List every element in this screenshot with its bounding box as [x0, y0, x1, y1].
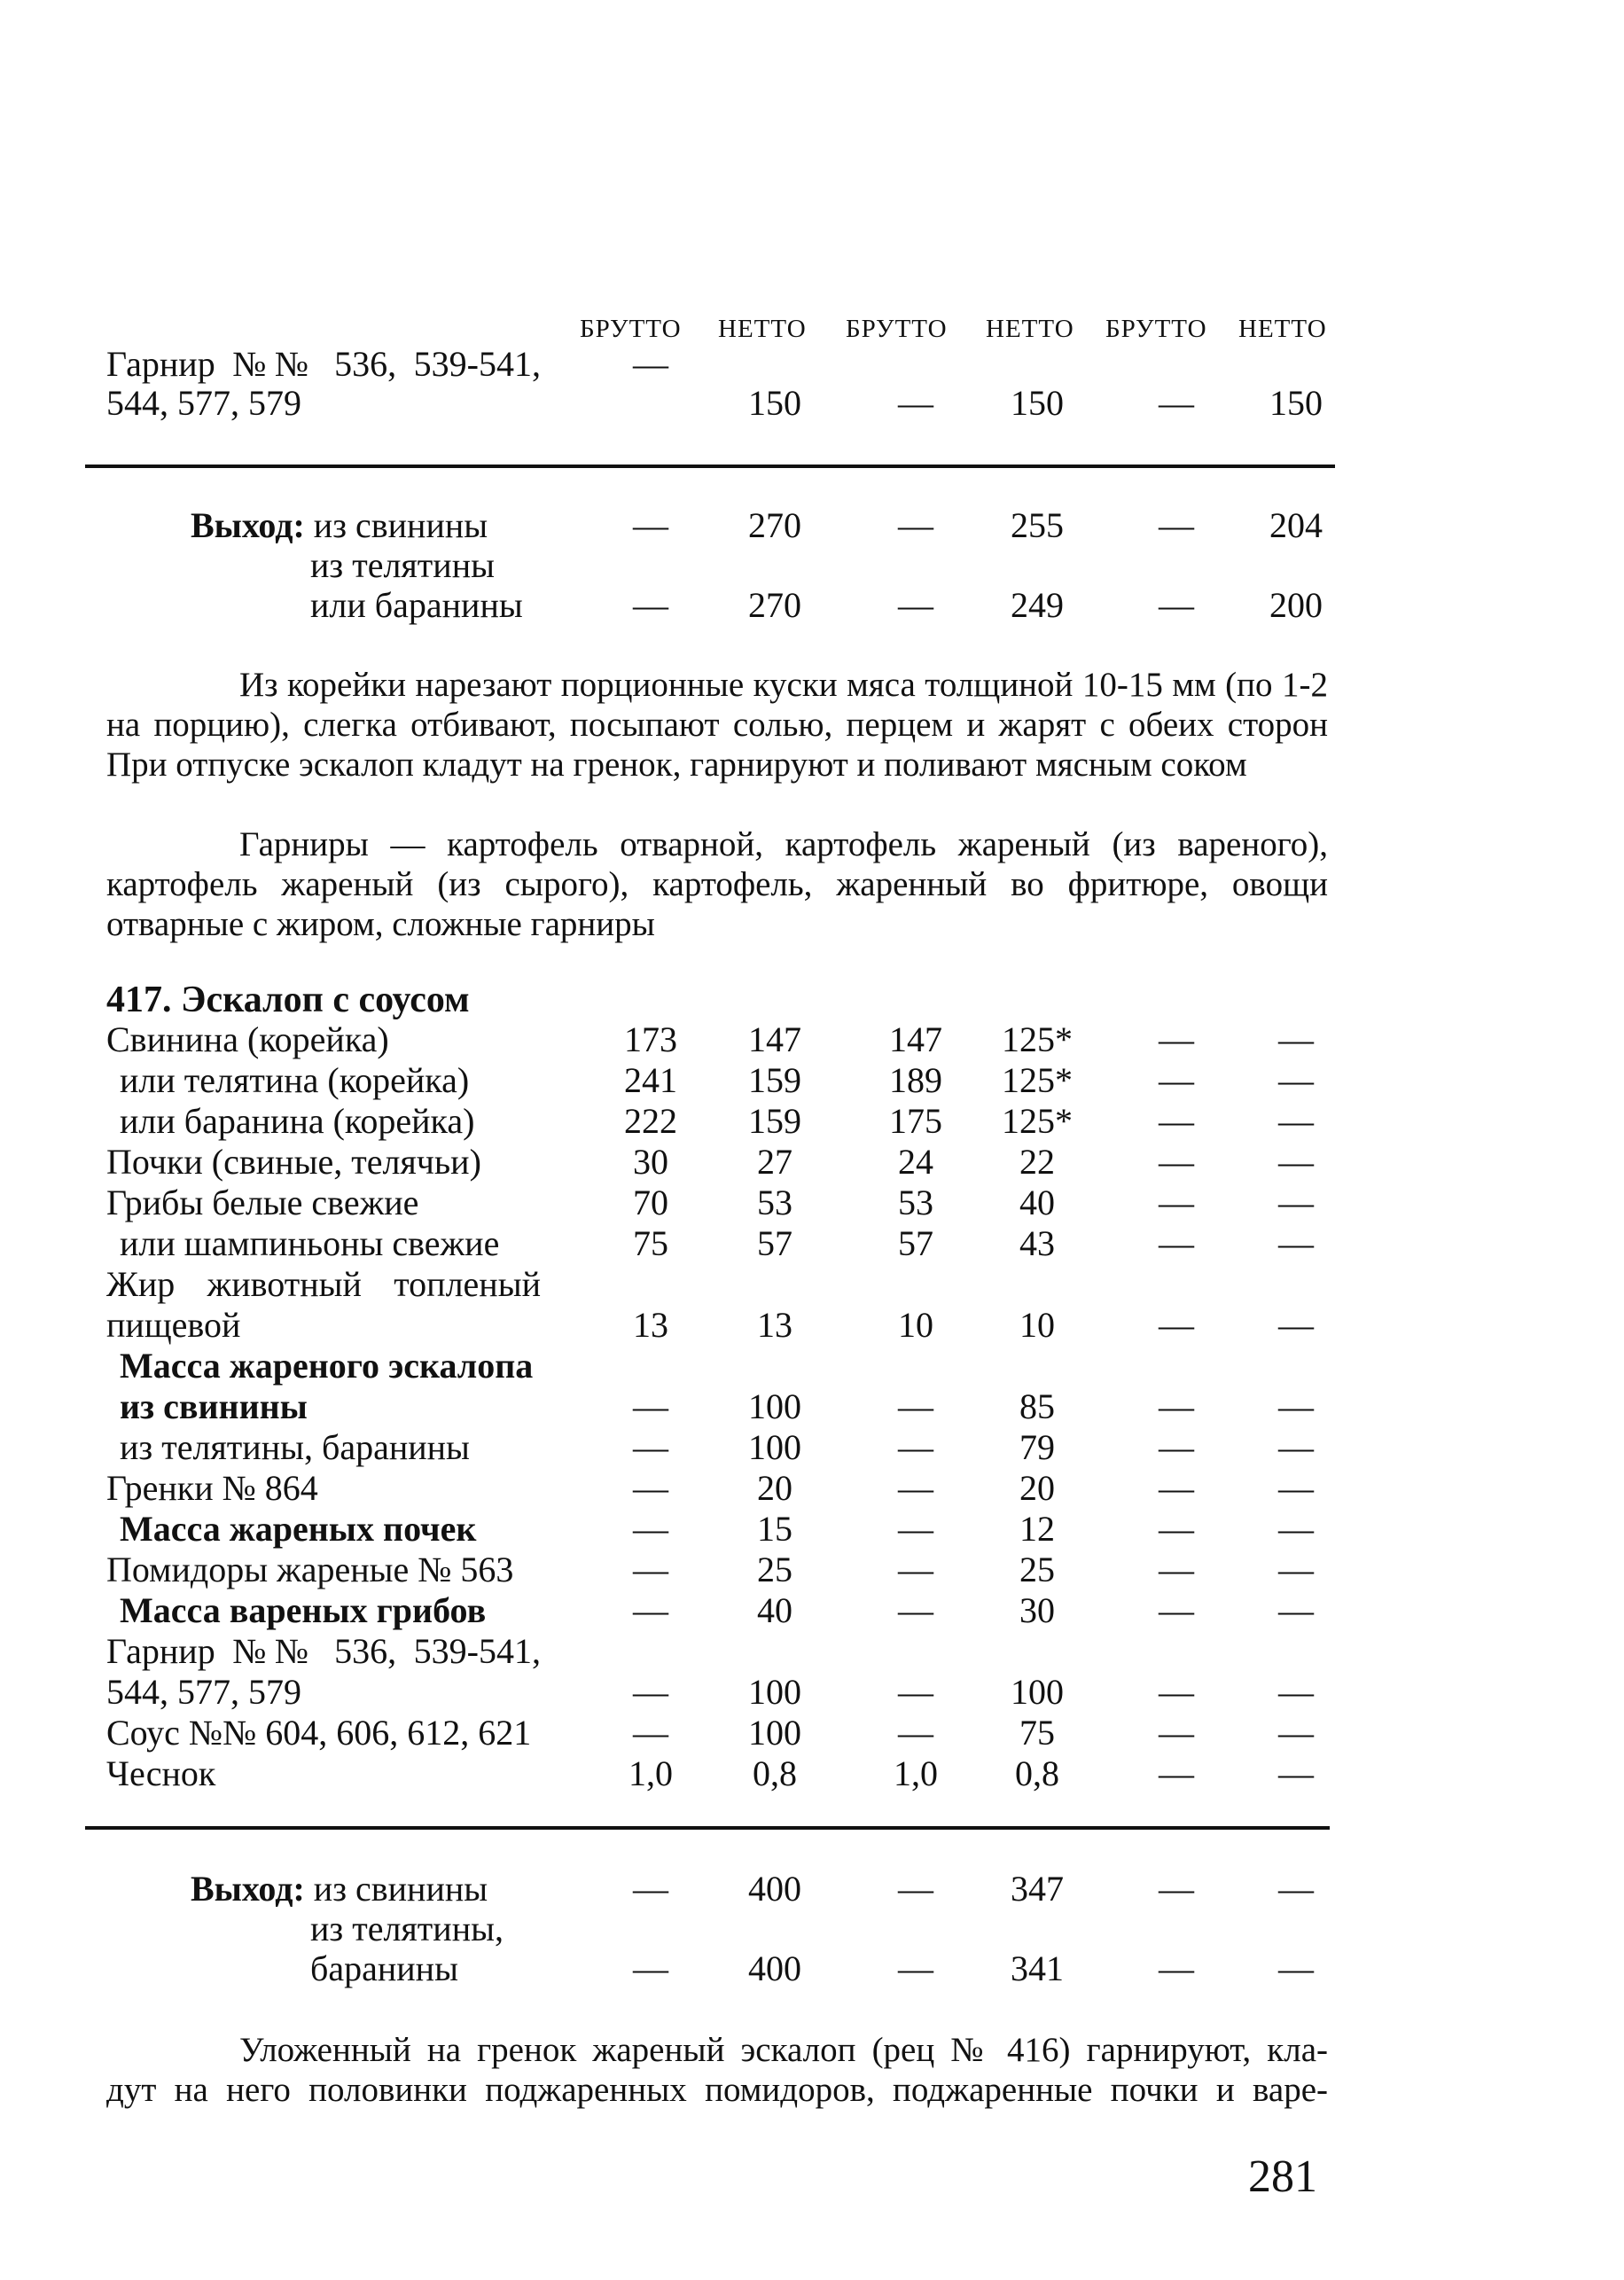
recipe-row [0, 1427, 1624, 1468]
table-cell: — [1159, 1713, 1194, 1753]
recipe-row-label: Помидоры жареные № 563 [106, 1550, 514, 1589]
table-cell: 222 [624, 1101, 677, 1141]
table-cell: — [1159, 383, 1194, 423]
recipe-row-label: Жир животный топленый [106, 1264, 541, 1304]
recipe-row-label: Масса жареных почек [120, 1509, 477, 1549]
table-cell: — [1278, 1060, 1314, 1100]
table-cell: — [898, 1869, 933, 1909]
table-cell: 255 [1011, 505, 1064, 545]
table-cell: 147 [748, 1019, 801, 1059]
recipe-row-label: из телятины, баранины [120, 1427, 470, 1467]
table-cell: 189 [889, 1060, 942, 1100]
col-header-netto-2: НЕТТО [986, 315, 1074, 343]
table-cell: 40 [757, 1590, 792, 1630]
table-cell: — [1278, 1713, 1314, 1753]
table-cell: 43 [1019, 1223, 1055, 1263]
table-cell: — [1159, 1386, 1194, 1426]
table-cell: — [1278, 1672, 1314, 1712]
table-cell: — [633, 1948, 668, 1988]
table-cell: — [1159, 1550, 1194, 1589]
output-1-prefix: Выход: [191, 505, 305, 545]
table-cell: — [898, 1590, 933, 1630]
output-2-row-1-label: из свинины [313, 1869, 488, 1909]
table-cell: — [633, 505, 668, 545]
table-cell: — [1159, 1753, 1194, 1793]
table-cell: 24 [898, 1142, 933, 1182]
table-cell: — [898, 1468, 933, 1508]
table-cell: 400 [748, 1948, 801, 1988]
paragraph-serving-line2: дут на него половинки поджаренных помидоров, поджаренные почки и варе- [106, 2071, 1328, 2109]
table-cell: — [1278, 1386, 1314, 1426]
recipe-row [0, 1590, 1624, 1631]
table-cell: — [633, 1468, 668, 1508]
table-cell: — [1278, 1019, 1314, 1059]
table-cell: — [1159, 1019, 1194, 1059]
table-cell: — [1278, 1753, 1314, 1793]
table-cell: 70 [633, 1183, 668, 1222]
recipe-row-label: Грибы белые свежие [106, 1183, 419, 1222]
table-cell: — [1159, 1869, 1194, 1909]
recipe-row [0, 1672, 1624, 1713]
recipe-row-label: Гарнир №№ 536, 539-541, [106, 1631, 541, 1671]
garnish-label-line2: 544, 577, 579 [106, 383, 301, 423]
recipe-row-label: Гренки № 864 [106, 1468, 318, 1508]
table-cell: — [898, 1672, 933, 1712]
table-cell: 150 [1011, 383, 1064, 423]
table-cell: — [1159, 1948, 1194, 1988]
recipe-row [0, 1183, 1624, 1223]
table-cell: — [1278, 1948, 1314, 1988]
recipe-row-label: или баранина (корейка) [120, 1101, 475, 1141]
table-cell: — [1278, 1869, 1314, 1909]
table-cell: 75 [1019, 1713, 1055, 1753]
table-cell: — [1159, 1101, 1194, 1141]
recipe-row [0, 1713, 1624, 1753]
table-cell: — [1278, 1101, 1314, 1141]
table-cell: — [633, 585, 668, 625]
recipe-row [0, 1305, 1624, 1346]
table-cell: — [1159, 585, 1194, 625]
output-1-row-1-values [0, 505, 1624, 546]
table-cell: 10 [1019, 1305, 1055, 1345]
table-cell: — [898, 1386, 933, 1426]
table-cell: — [898, 505, 933, 545]
table-cell: — [898, 1427, 933, 1467]
output-1-row-3-values [0, 585, 1624, 626]
table-cell: — [633, 1427, 668, 1467]
table-cell: 12 [1019, 1509, 1055, 1549]
table-cell: — [1278, 1590, 1314, 1630]
table-cell: — [1159, 1590, 1194, 1630]
table-cell: 27 [757, 1142, 792, 1182]
table-cell: — [633, 1386, 668, 1426]
paragraph-serving-line1: Уложенный на гренок жареный эскалоп (рец № 416) гарнируют, кла- [239, 2031, 1328, 2069]
table-cell: — [898, 1948, 933, 1988]
recipe-row-label: из свинины [120, 1386, 308, 1426]
table-cell: — [1278, 1223, 1314, 1263]
recipe-row-label: 544, 577, 579 [106, 1672, 301, 1712]
table-cell: 25 [1019, 1550, 1055, 1589]
table-cell: 30 [1019, 1590, 1055, 1630]
divider-rule-1 [85, 465, 1335, 468]
table-cell: — [1159, 1468, 1194, 1508]
output-1-row-2-label: из телятины [310, 545, 495, 585]
table-cell: 150 [1269, 383, 1323, 423]
output-1-row-1-label: из свинины [313, 505, 488, 545]
recipe-title: 417. Эскалоп с соусом [106, 980, 470, 1020]
table-cell: 100 [1011, 1672, 1064, 1712]
table-cell: — [898, 585, 933, 625]
table-cell: 22 [1019, 1142, 1055, 1182]
table-cell: 100 [748, 1386, 801, 1426]
recipe-row-label: Соус №№ 604, 606, 612, 621 [106, 1713, 532, 1753]
recipe-row [0, 1019, 1624, 1060]
output-1-row-3-label: или баранины [310, 585, 523, 625]
recipe-row-label: Масса вареных грибов [120, 1590, 487, 1630]
table-cell: 53 [898, 1183, 933, 1222]
table-cell: 100 [748, 1713, 801, 1753]
table-cell: 200 [1269, 585, 1323, 625]
table-cell: — [1278, 1427, 1314, 1467]
table-cell: 10 [898, 1305, 933, 1345]
table-cell: 13 [757, 1305, 792, 1345]
recipe-row [0, 1264, 1624, 1305]
table-cell: — [1159, 1183, 1194, 1222]
table-cell: 85 [1019, 1386, 1055, 1426]
table-cell: — [1159, 1060, 1194, 1100]
page-number: 281 [1248, 2151, 1317, 2202]
table-cell: — [1159, 505, 1194, 545]
table-cell: 270 [748, 505, 801, 545]
table-cell: 57 [898, 1223, 933, 1263]
table-cell: 20 [757, 1468, 792, 1508]
recipe-row-label: Масса жареного эскалопа [120, 1346, 534, 1386]
table-cell: 100 [748, 1427, 801, 1467]
table-cell: — [1159, 1305, 1194, 1345]
table-cell: 25 [757, 1550, 792, 1589]
table-cell: — [633, 1672, 668, 1712]
table-cell: 400 [748, 1869, 801, 1909]
table-cell: 13 [633, 1305, 668, 1345]
recipe-row [0, 1223, 1624, 1264]
table-cell: 1,0 [894, 1753, 938, 1793]
table-cell: 249 [1011, 585, 1064, 625]
table-cell: 150 [748, 383, 801, 423]
recipe-row [0, 1631, 1624, 1672]
table-cell: 159 [748, 1060, 801, 1100]
col-header-brutto-1: БРУТТО [580, 315, 682, 343]
recipe-row-label: Почки (свиные, телячьи) [106, 1142, 481, 1182]
table-cell: — [898, 383, 933, 423]
divider-rule-2 [85, 1826, 1330, 1830]
table-cell: — [1278, 1305, 1314, 1345]
table-cell: 40 [1019, 1183, 1055, 1222]
col-header-netto-1: НЕТТО [718, 315, 807, 343]
table-cell: 125* [1002, 1101, 1073, 1141]
table-cell: 57 [757, 1223, 792, 1263]
table-cell: 30 [633, 1142, 668, 1182]
table-cell: — [633, 1713, 668, 1753]
table-cell: 1,0 [629, 1753, 673, 1793]
recipe-row-label: или шампиньоны свежие [120, 1223, 500, 1263]
recipe-row [0, 1101, 1624, 1142]
recipe-row-label: или телятина (корейка) [120, 1060, 470, 1100]
table-cell: — [1278, 1550, 1314, 1589]
recipe-row [0, 1509, 1624, 1550]
table-cell: 204 [1269, 505, 1323, 545]
table-cell: — [633, 1869, 668, 1909]
garnish-brutto-dash: — [633, 344, 668, 384]
col-header-netto-3: НЕТТО [1238, 315, 1327, 343]
recipe-row [0, 1346, 1624, 1386]
table-cell: 0,8 [1015, 1753, 1059, 1793]
col-header-brutto-2: БРУТТО [846, 315, 948, 343]
table-cell: 125* [1002, 1060, 1073, 1100]
table-cell: — [1159, 1223, 1194, 1263]
table-cell: — [1159, 1427, 1194, 1467]
table-cell: 75 [633, 1223, 668, 1263]
table-cell: — [898, 1550, 933, 1589]
garnish-label-line1: Гарнир №№ 536, 539-541, [106, 344, 541, 384]
table-cell: 347 [1011, 1869, 1064, 1909]
output-2-row-2-label: из телятины, [310, 1909, 504, 1948]
col-header-brutto-3: БРУТТО [1105, 315, 1207, 343]
table-cell: — [1159, 1509, 1194, 1549]
recipe-row-label: Свинина (корейка) [106, 1019, 389, 1059]
table-cell: — [1278, 1142, 1314, 1182]
table-cell: 341 [1011, 1948, 1064, 1988]
table-cell: 79 [1019, 1427, 1055, 1467]
table-cell: — [1159, 1142, 1194, 1182]
table-cell: 100 [748, 1672, 801, 1712]
table-cell: — [1278, 1468, 1314, 1508]
table-cell: — [633, 1550, 668, 1589]
table-cell: 0,8 [753, 1753, 797, 1793]
table-cell: 53 [757, 1183, 792, 1222]
recipe-row [0, 1468, 1624, 1509]
recipe-row [0, 1060, 1624, 1101]
table-cell: — [898, 1713, 933, 1753]
recipe-row [0, 1550, 1624, 1590]
table-cell: 125* [1002, 1019, 1073, 1059]
table-cell: 147 [889, 1019, 942, 1059]
output-2-row-3-label: баранины [310, 1948, 458, 1988]
recipe-row-label: Чеснок [106, 1753, 216, 1793]
recipe-row [0, 1753, 1624, 1794]
table-cell: — [1159, 1672, 1194, 1712]
table-cell: 270 [748, 585, 801, 625]
table-cell: — [633, 1590, 668, 1630]
table-cell: 15 [757, 1509, 792, 1549]
recipe-row [0, 1142, 1624, 1183]
garnish-row-line2 [0, 383, 1624, 424]
output-2-prefix: Выход: [191, 1869, 305, 1909]
garnish-row-line1 [0, 344, 1624, 385]
table-cell: — [1278, 1183, 1314, 1222]
table-cell: 241 [624, 1060, 677, 1100]
paragraph-garnishes: Гарниры — картофель отварной, картофель жареный (из вареного), картофель жареный (из сырого), картофель, жаренный во фритюре, овощи отварные с жиром, сложные гарниры [106, 825, 1328, 943]
table-cell: — [633, 1509, 668, 1549]
output-2-row-3-values [0, 1948, 1624, 1989]
paragraph-preparation: Из корейки нарезают порционные куски мяса толщиной 10-15 мм (по 1-2 на порцию), слегка отбивают, посыпают солью, перцем и жарят с обеих сторон При отпуске эскалоп кладут на гренок, гарнируют и поливают мясным соком [106, 666, 1328, 784]
table-cell: — [1278, 1509, 1314, 1549]
output-2-row-1-values [0, 1869, 1624, 1909]
table-cell: 20 [1019, 1468, 1055, 1508]
table-cell: — [898, 1509, 933, 1549]
table-cell: 159 [748, 1101, 801, 1141]
table-cell: 173 [624, 1019, 677, 1059]
table-cell: 175 [889, 1101, 942, 1141]
recipe-row [0, 1386, 1624, 1427]
recipe-row-label: пищевой [106, 1305, 241, 1345]
